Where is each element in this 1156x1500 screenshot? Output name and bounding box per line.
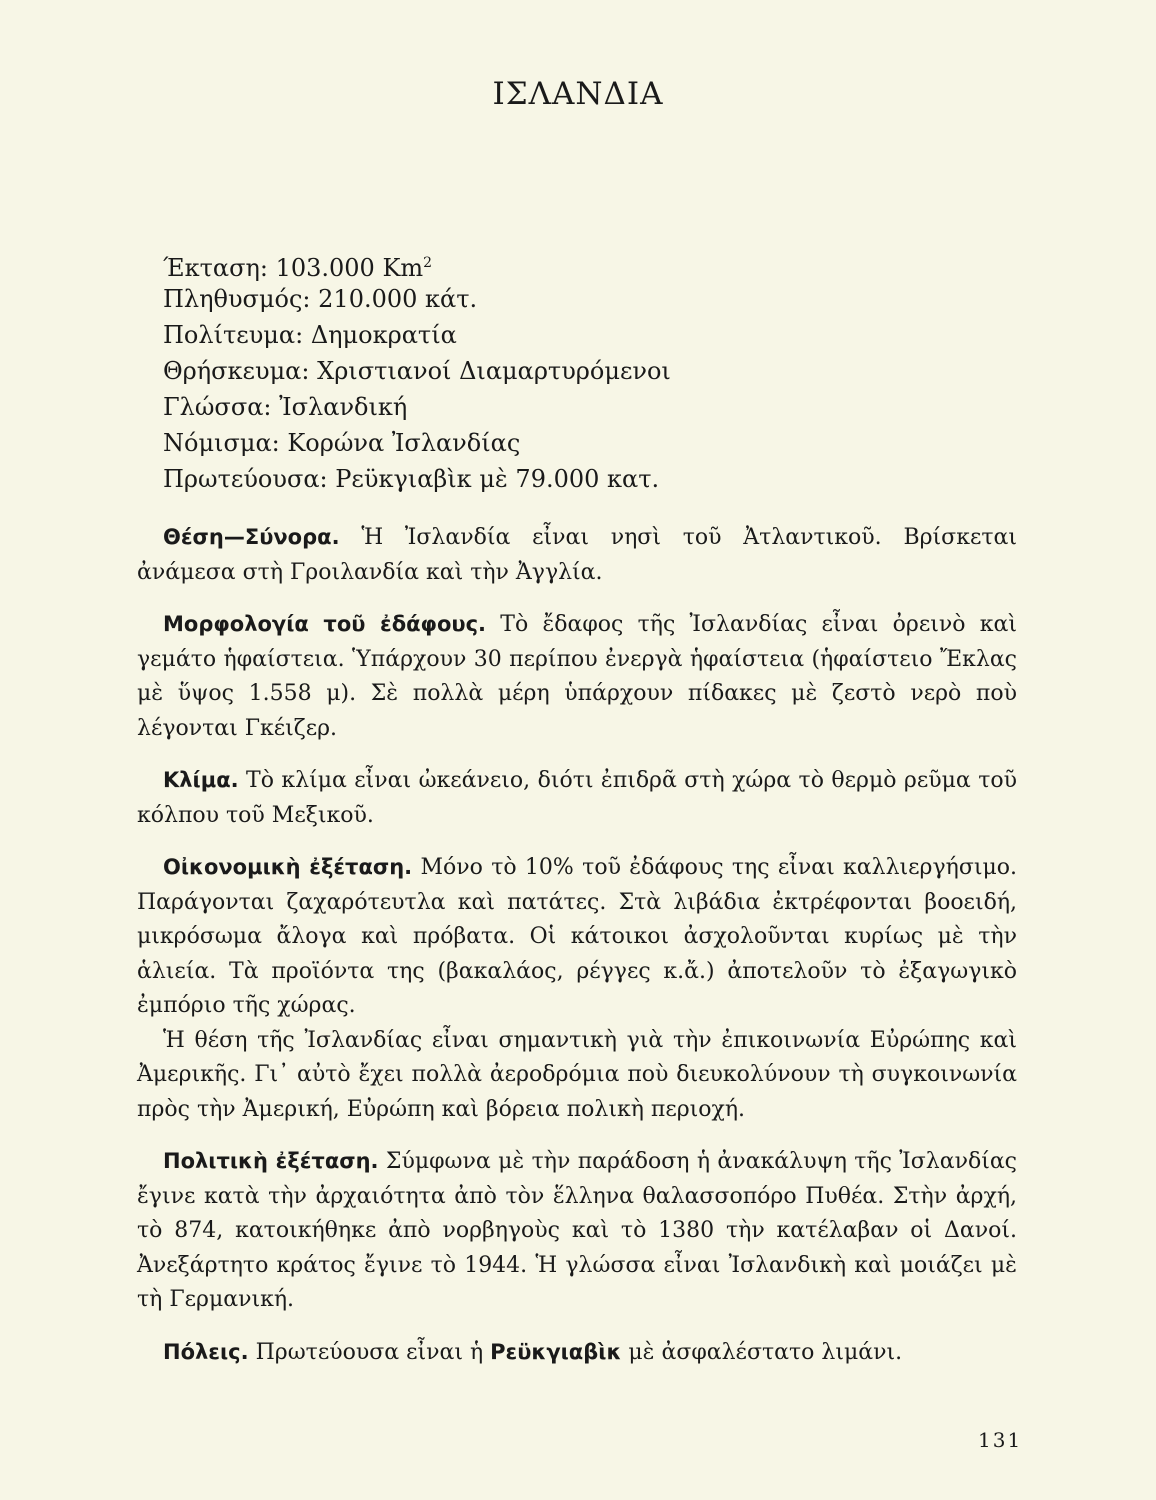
fact-label: Πολίτευμα: [163,321,304,349]
fact-label: Πρωτεύουσα: [163,465,328,493]
page-title: ΙΣΛΑΝΔΙΑ [492,76,664,112]
section-text: Ἡ Ἰσλανδία εἶναι νησὶ τοῦ Ἀτλαντικοῦ. Βρίσκεται ἀνάμεσα στὴ Γροιλανδία καὶ τὴν Ἀγγλία. [137,525,1017,585]
fact-value: 210.000 κάτ. [318,285,478,313]
section-heading: Μορφολογία τοῦ ἐδάφους. [163,612,487,636]
section-paragraph [137,607,1017,746]
fact-label: Πληθυσμός: [163,285,311,313]
fact-value: Κορώνα Ἰσλανδίας [287,429,521,457]
facts-list [163,245,671,497]
fact-label: Νόμισμα: [163,429,280,457]
fact-value: Ρεϋκγιαβὶκ μὲ 79.000 κατ. [335,465,660,493]
fact-language [163,389,671,425]
section-text: Τὸ ἔδαφος τῆς Ἰσλανδίας εἶναι ὀρεινὸ καὶ γεμάτο ἡφαίστεια. Ὑπάρχουν 30 περίπου ἐνεργὰ ἡφαίστεια (ἡφαίστειο Ἔκλας μὲ ὕψος 1.558 μ). Σὲ πολλὰ μέρη ὑπάρχουν πίδακες μὲ ζεστὸ νερὸ ποὺ λέγονται Γκέιζερ. [137,612,1017,741]
fact-superscript: 2 [423,255,433,271]
section-paragraph [137,1144,1017,1318]
cities-text-before: Πρωτεύουσα εἶναι ἡ [255,1339,484,1365]
section-text: Τὸ κλίμα εἶναι ὠκεάνειο, διότι ἐπιδρᾶ στὴ χώρα τὸ θερμὸ ρεῦμα τοῦ κόλπου τοῦ Μεξικοῦ. [137,768,1018,828]
section-heading: Πολιτικὴ ἐξέταση. [163,1149,379,1173]
section-paragraph [137,763,1017,833]
fact-area [163,245,671,281]
fact-label: Γλώσσα: [163,393,272,421]
fact-government [163,317,671,353]
section-text: Σύμφωνα μὲ τὴν παράδοση ἡ ἀνακάλυψη τῆς Ἰσλανδίας ἔγινε κατὰ τὴν ἀρχαιότητα ἀπὸ τὸν ἕλληνα θαλασσοπόρο Πυθέα. Στὴν ἀρχή, τὸ 874, κατοικήθηκε ἀπὸ νορβηγοὺς καὶ τὸ 1380 τὴν κατέλαβαν οἱ Δανοί. Ἀνεξάρτητο κράτος ἔγινε τὸ 1944. Ἡ γλώσσα εἶναι Ἰσλανδικὴ καὶ μοιάζει μὲ τὴ Γερμανική. [137,1149,1018,1312]
section-paragraph [137,1024,1017,1128]
fact-currency [163,425,671,461]
fact-label: Θρήσκευμα: [163,357,310,385]
sections [137,520,1017,1387]
section-morphology [137,607,1017,746]
fact-religion [163,353,671,389]
section-paragraph [137,850,1017,1024]
capital-name: Ρεϋκγιαβὶκ [490,1339,622,1364]
section-position [137,520,1017,590]
section-heading: Πόλεις. [163,1339,249,1364]
fact-value: Δημοκρατία [310,321,457,349]
section-text: Ἡ θέση τῆς Ἰσλανδίας εἶναι σημαντικὴ γιὰ τὴν ἐπικοινωνία Εὐρώπης καὶ Ἀμερικῆς. Γι᾽ αὐτὸ ἔχει πολλὰ ἀεροδρόμια ποὺ διευκολύνουν τὴ συγκοινωνία πρὸς τὴν Ἀμερική, Εὐρώπη καὶ βόρεια πολικὴ περιοχή. [137,1027,1017,1122]
fact-value: Ἰσλανδική [279,393,408,421]
section-cities [137,1335,1017,1371]
section-politics [137,1144,1017,1318]
page-number: 131 [978,1428,1023,1452]
fact-label: Έκταση: [163,254,268,282]
section-paragraph [137,520,1017,590]
fact-population [163,281,671,317]
section-economy [137,850,1017,1127]
section-text: Μόνο τὸ 10% τοῦ ἐδάφους της εἶναι καλλιεργήσιμο. Παράγονται ζαχαρότευτλα καὶ πατάτες. Στὰ λιβάδια ἐκτρέφονται βοοειδή, μικρόσωμα ἄλογα καὶ πρόβατα. Οἱ κάτοικοι ἀσχολοῦνται κυρίως μὲ τὴν ἁλιεία. Τὰ προϊόντα της (βακαλάος, ρέγγες κ.ἄ.) ἀποτελοῦν τὸ ἐξαγωγικὸ ἐμπόριο τῆς χώρας. [137,855,1017,1018]
section-climate [137,763,1017,833]
fact-value: 103.000 Km [275,254,424,282]
fact-value: Χριστιανοί Διαμαρτυρόμενοι [317,357,671,385]
section-heading: Οἰκονομικὴ ἐξέταση. [163,855,413,879]
fact-capital [163,461,671,497]
cities-text-after: μὲ ἀσφαλέστατο λιμάνι. [628,1339,903,1365]
section-heading: Κλίμα. [163,768,239,792]
section-heading: Θέση—Σύνορα. [163,525,340,549]
section-paragraph [137,1335,1017,1371]
